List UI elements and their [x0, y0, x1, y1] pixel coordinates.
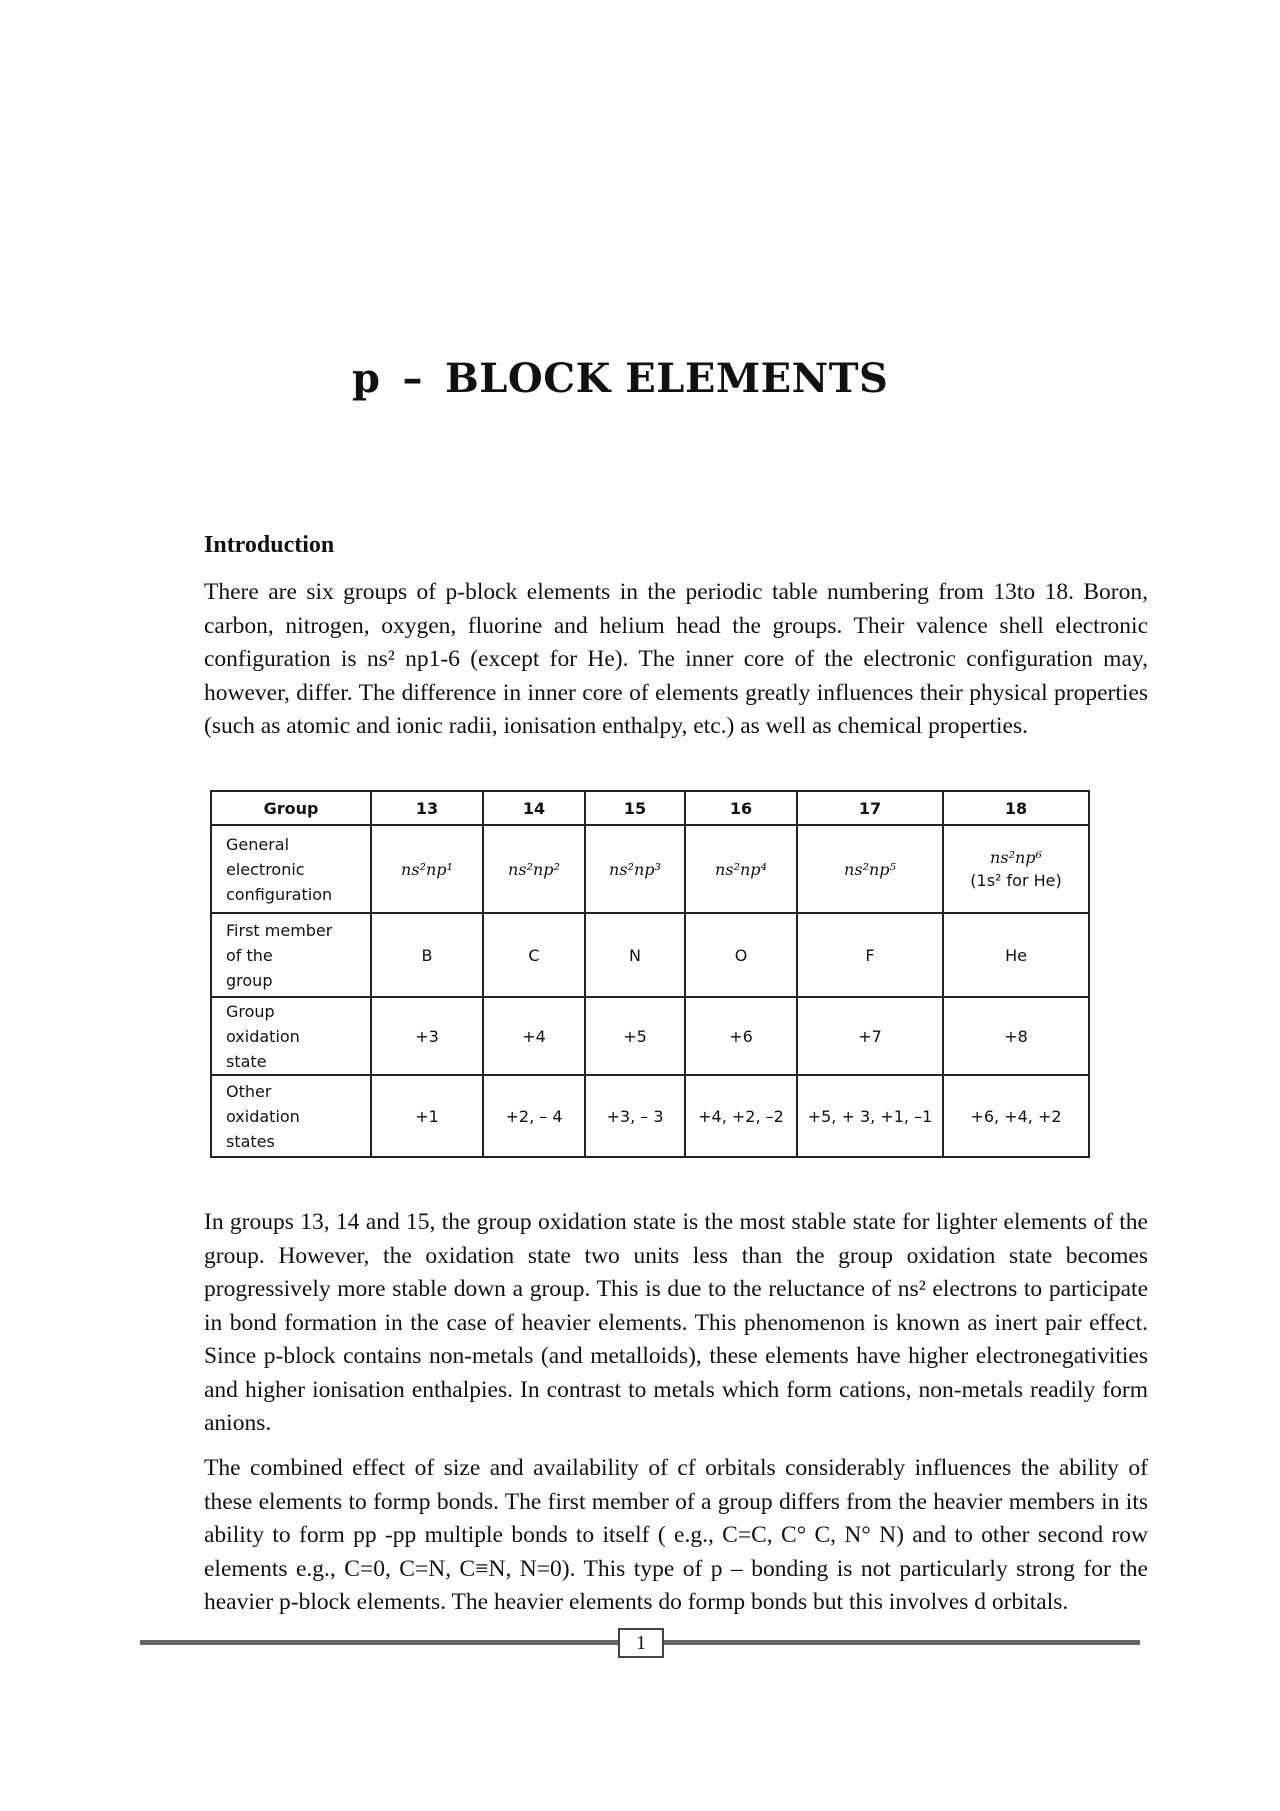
row-label: Group oxidation state	[211, 997, 371, 1075]
table-row	[211, 997, 1089, 1075]
title-prefix: p	[352, 355, 381, 402]
table-cell: +6	[685, 997, 797, 1075]
table-cell: O	[685, 913, 797, 997]
header-cell: 18	[943, 791, 1089, 825]
p-block-table	[210, 790, 1090, 1158]
table-header-row	[211, 791, 1089, 825]
row-label: Other oxidation states	[211, 1075, 371, 1157]
bonding-paragraph: The combined effect of size and availability of cf orbitals considerably influences the ability of these elements to formp bonds. The first member of a group differs from the heavier members in its ability to form pp -pp multiple bonds to itself ( e.g., C=C, C° C, N° N) and to other second row elements e.g., C=0, C=N, C≡N, N=0). This type of p – bonding is not particularly strong for the heavier p-block elements. The heavier elements do formp bonds but this involves d orbitals.	[204, 1455, 1148, 1615]
table-cell: ns²np¹	[371, 825, 483, 913]
table-cell: +2, – 4	[483, 1075, 585, 1157]
header-cell: 13	[371, 791, 483, 825]
header-cell: 14	[483, 791, 585, 825]
table-cell: +3	[371, 997, 483, 1075]
row-label: First member of the group	[211, 913, 371, 997]
table-cell: ns²np⁶ (1s² for He)	[943, 825, 1089, 913]
header-cell: Group	[211, 791, 371, 825]
header-cell: 15	[585, 791, 685, 825]
table-cell: ns²np²	[483, 825, 585, 913]
table-cell: He	[943, 913, 1089, 997]
table-cell: +6, +4, +2	[943, 1075, 1089, 1157]
table-cell: F	[797, 913, 943, 997]
table-row	[211, 913, 1089, 997]
title-main: BLOCK ELEMENTS	[444, 355, 889, 402]
header-cell: 16	[685, 791, 797, 825]
table-cell: +8	[943, 997, 1089, 1075]
table-cell: +3, – 3	[585, 1075, 685, 1157]
table-cell: ns²np³	[585, 825, 685, 913]
oxidation-paragraph: In groups 13, 14 and 15, the group oxidation state is the most stable state for lighter elements of the group. However, the oxidation state two units less than the group oxidation state becomes progressively more stable down a group. This is due to the reluctance of ns² electrons to participate in bond formation in the case of heavier elements. This phenomenon is known as inert pair effect. Since p-block contains non-metals (and metalloids), these elements have higher electronegativities and higher ionisation enthalpies. In contrast to metals which form cations, non-metals readily form anions.	[204, 1209, 1148, 1436]
table-cell: +5	[585, 997, 685, 1075]
table-cell: N	[585, 913, 685, 997]
table-cell: +5, + 3, +1, –1	[797, 1075, 943, 1157]
table-cell: ns²np⁴	[685, 825, 797, 913]
table-cell: +1	[371, 1075, 483, 1157]
table-cell: ns²np⁵	[797, 825, 943, 913]
table-cell: +4	[483, 997, 585, 1075]
introduction-heading: Introduction	[204, 532, 335, 558]
table-cell: C	[483, 913, 585, 997]
intro-paragraph: There are six groups of p-block elements in the periodic table numbering from 13to 18. Boron, carbon, nitrogen, oxygen, fluorine and helium head the groups. Their valence shell electronic configuration is ns² np1-6 (except for He). The inner core of the electronic configuration may, however, differ. The difference in inner core of elements greatly influences their physical properties (such as atomic and ionic radii, ionisation enthalpy, etc.) as well as chemical properties.	[204, 579, 1148, 739]
table-row	[211, 825, 1089, 913]
row-label: General electronic configuration	[211, 825, 371, 913]
helium-note: (1s² for He)	[970, 871, 1062, 890]
table-row	[211, 1075, 1089, 1157]
table-cell: +4, +2, –2	[685, 1075, 797, 1157]
title-dash: –	[402, 355, 423, 402]
table-cell: B	[371, 913, 483, 997]
header-cell: 17	[797, 791, 943, 825]
table-cell: +7	[797, 997, 943, 1075]
page-title	[0, 355, 1280, 402]
page-number: 1	[618, 1628, 664, 1658]
